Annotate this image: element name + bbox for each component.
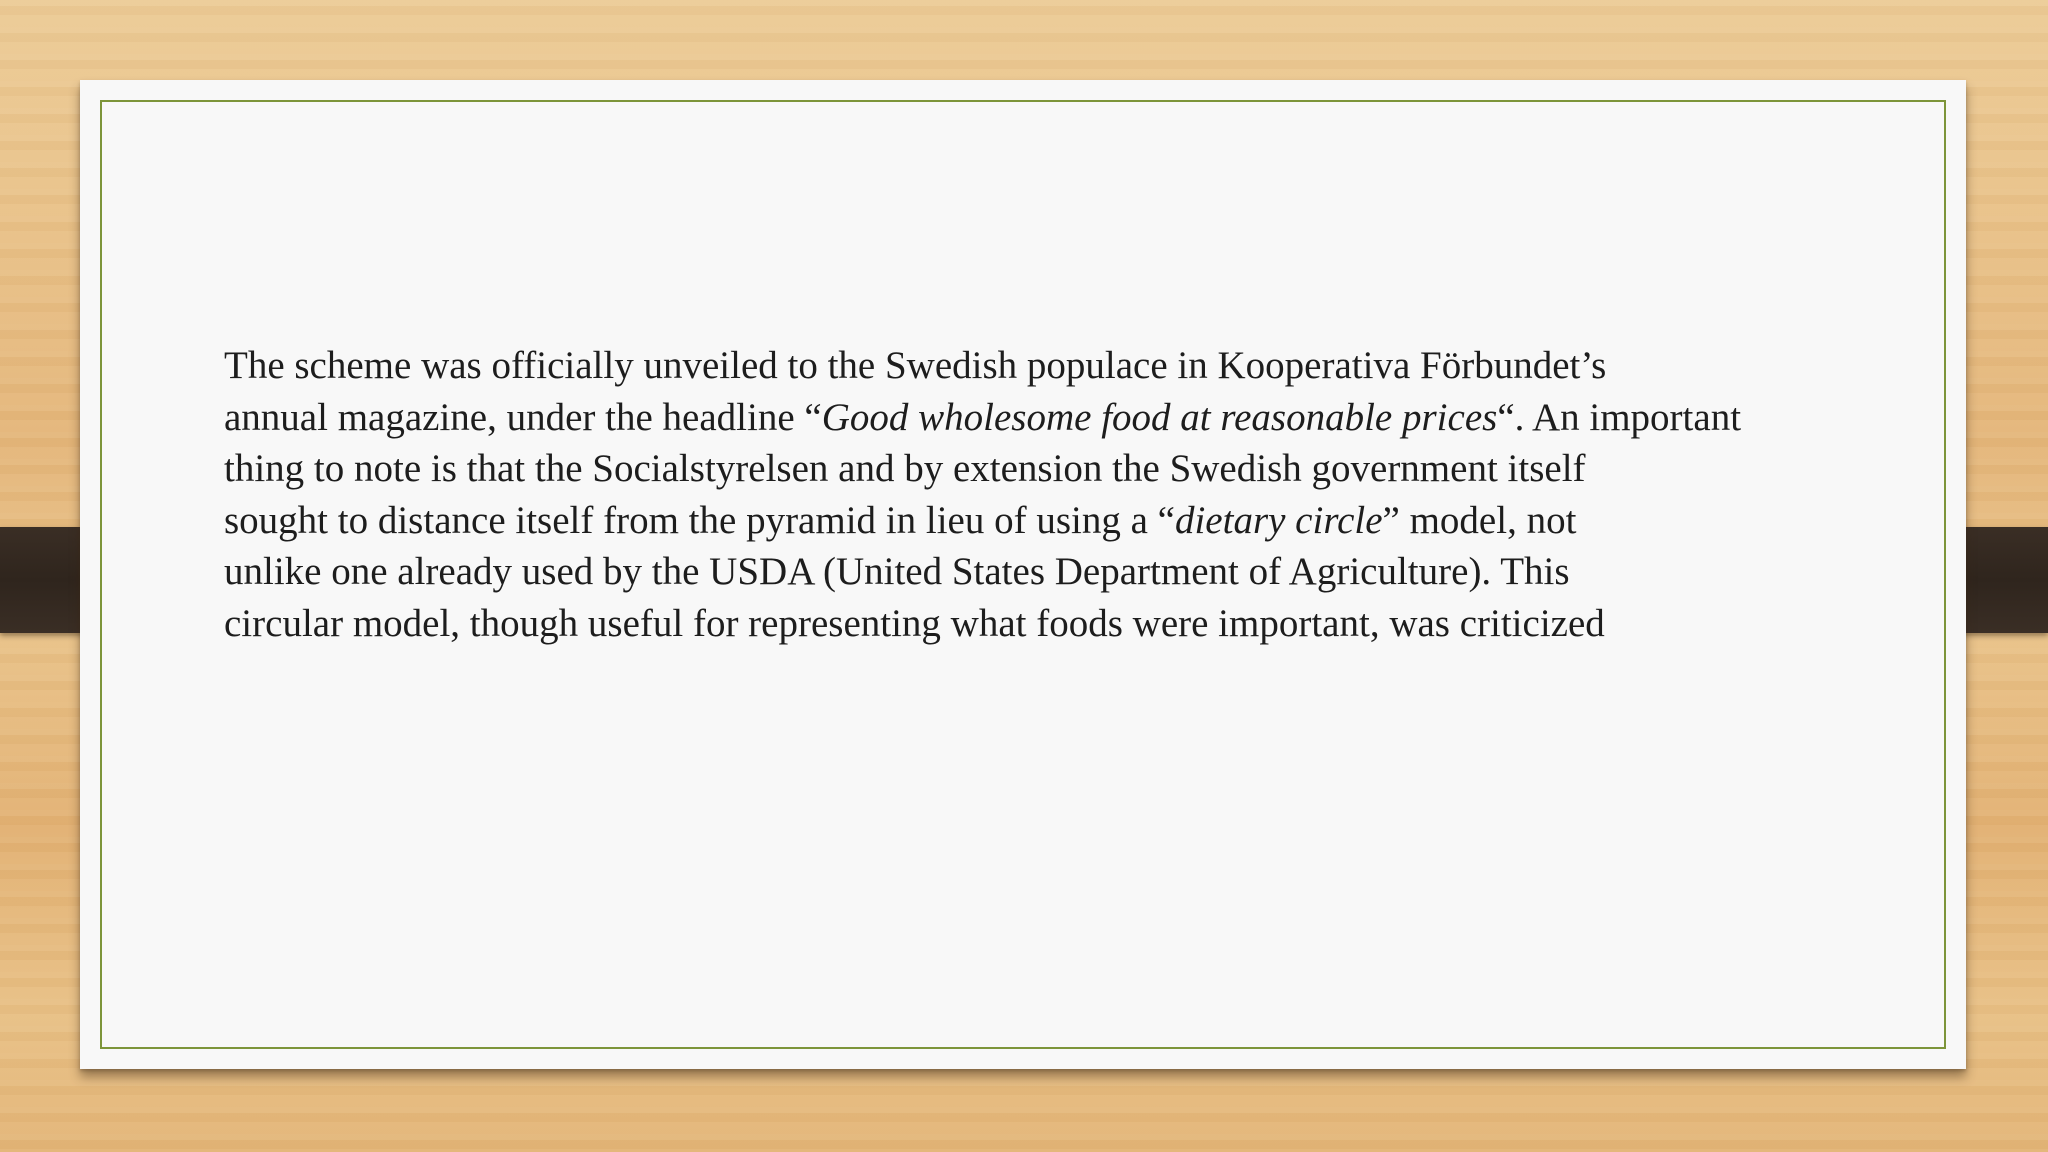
- text-run: unlike one already used by the USDA (United States Department of Agriculture). This: [224, 550, 1570, 593]
- italic-quote-text: dietary circle: [1174, 498, 1383, 542]
- text-line: [224, 443, 1704, 495]
- text-run: thing to note is that the Socialstyrelsen and by extension the Swedish government itself: [224, 447, 1586, 490]
- text-line: [224, 598, 1704, 650]
- text-run: sought to distance itself from the pyramid in lieu of using a “: [224, 498, 1175, 542]
- text-run: The scheme was officially unveiled to the Swedish populace in Kooperativa Förbundet’s: [224, 344, 1607, 387]
- slide-body-text: [224, 340, 1742, 649]
- text-line: [224, 495, 1704, 547]
- text-run: circular model, though useful for representing what foods were important, was criticized: [224, 601, 1605, 645]
- text-run: annual magazine, under the headline “: [224, 395, 822, 439]
- text-line: [224, 546, 1704, 598]
- text-run: ” model, not: [1382, 498, 1577, 542]
- italic-quote-text: Good wholesome food at reasonable prices: [821, 395, 1498, 439]
- text-line: [224, 340, 1704, 392]
- text-line: [224, 392, 1742, 444]
- text-run: “. An important: [1497, 395, 1742, 439]
